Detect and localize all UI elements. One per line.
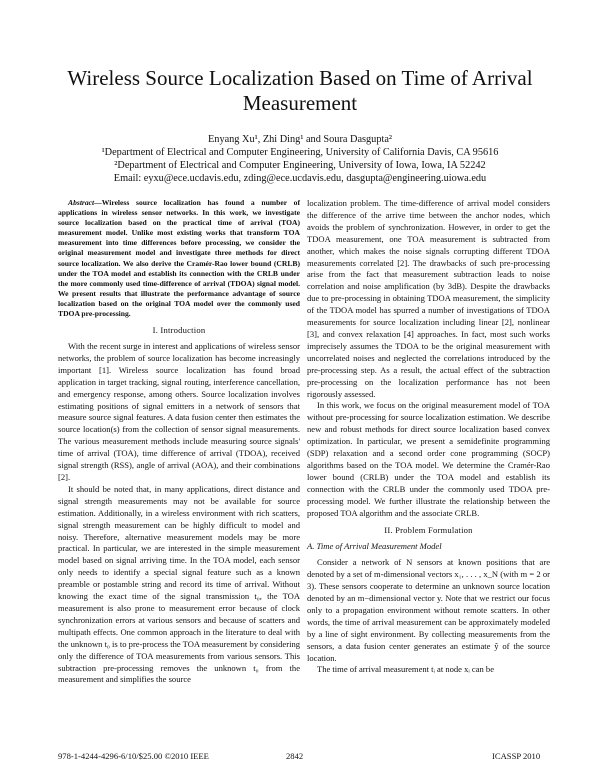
author-names: Enyang Xu¹, Zhi Ding¹ and Soura Dasgupta²	[208, 134, 392, 145]
subsection-heading-toa-model: A. Time of Arrival Measurement Model	[307, 541, 442, 552]
formulation-paragraph-1: Consider a network of N sensors at known positions that are denoted by a set of m-dimensional vectors x₁, . . . , x_N (with m = 2 or 3). These sensors cooperate to determine an unknown source location denoted by an m−dimensional vector y. Note that we restrict our focus only to a propagation environment without remote scatters. In other words, the time of arrival measurement can be approximately modeled by a line of sight environment. By collecting measurements from the sensors, a data fusion center generates an estimate ŷ of the source location.	[307, 557, 550, 663]
affiliation-1: ¹Department of Electrical and Computer Engineering, University of California Davis, CA 95616	[101, 147, 499, 158]
abstract	[58, 198, 300, 319]
footer-copyright: 978-1-4244-4296-6/10/$25.00 ©2010 IEEE	[58, 751, 209, 761]
author-block	[40, 133, 560, 185]
paper-title: Wireless Source Localization Based on Time of Arrival Measurement	[67, 66, 533, 115]
intro-paragraph-4: In this work, we focus on the original measurement model of TOA without pre-processing for source localization estimation. We describe new and robust methods for direct source localization based convex optimization. In particular, we present a semidefinite programming (SDP) relaxation and a second order cone programming (SOCP) algorithms based on the TOA model. We determine the Cramér-Rao lower bound (CRLB) under the TOA model and establish its connection with the CRLB under the commonly used TDOA pre-processing model. We further illustrate the relationship between the proposed TOA algorithm and the associate CRLB.	[307, 400, 550, 518]
intro-paragraph-2: It should be noted that, in many applications, direct distance and signal strength measurements may not be available for source estimation. Additionally, in a wireless environment with rich scatters, signal strength measurement can be highly difficult to model and noisy. Therefore, alternative measurement models may be more practical. In particular, we are interested in the simple measurement model based on signal arriving time. In the TOA model, each sensor only needs to identify a special signal feature such as a known preamble or postamble string and record its time of arrival. Without knowing the exact time of the signal transmission t₀, the TOA measurement is also prone to measurement error because of clock synchronization errors at various sensors and because of scatters and multipath effects. One common approach in the literature to deal with the unknown t₀ is to pre-process the TOA measurement by considering only the difference of TOA measurements from various sensors. This subtraction pre-processing removes the unknown t₀ from the measurement and simplifies the source	[58, 483, 300, 685]
section-heading-problem-formulation: II. Problem Formulation	[384, 525, 473, 536]
intro-paragraph-3: localization problem. The time-difference of arrival model considers the difference of the arrive time between the anchor nodes, which avoids the problem of synchronization. However, in order to get the TDOA measurement, one TOA measurement is subtracted from another, which makes the noise signals corrupting different TDOA measurements correlated [2]. The drawbacks of such pre-processing arise from the fact that measurement subtraction leads to noise correlation and noise amplification (by 3dB). Despite the drawbacks due to pre-processing in obtaining TDOA measurement, the simplicity of the TDOA model has spurred a number of investigations of TDOA measurements for source localization including linear [2], nonlinear [3], and convex relaxation [4] approaches. In fact, most such works imprecisely assumes the TDOA to be the original measurement with uncorrelated noises and neglected the correlations introduced by the pre-processing step. As a result, the actual effect of the subtraction pre-processing on the localization performance has not been rigorously assessed.	[307, 198, 550, 399]
formulation-paragraph-2: The time of arrival measurement tᵢ at node xᵢ can be	[317, 664, 494, 675]
abstract-lead: Abstract	[68, 198, 95, 207]
abstract-body: —Wireless source localization has found a number of applications in wireless sensor networks. In this work, we investigate source localization based on the practical time of arrival (TOA) measurement model. Unlike most existing works that transform TOA measurement into time differences before processing, we consider the original measurement model and investigate three methods for direct source localization. We also derive the Cramér-Rao lower bound (CRLB) under the TOA model and establish its connection with the CRLB under the more commonly used time-difference of arrival (TDOA) signal model. We present results that illustrate the performance advantage of source localization based on the original TOA model over the commonly used TDOA pre-processing.	[58, 198, 300, 319]
footer-conference: ICASSP 2010	[492, 751, 541, 761]
right-column	[307, 198, 550, 676]
affiliation-2: ²Department of Electrical and Computer Engineering, University of Iowa, Iowa, IA 52242	[114, 160, 486, 171]
left-column	[58, 198, 300, 686]
author-emails: Email: eyxu@ece.ucdavis.edu, zding@ece.ucdavis.edu, dasgupta@engineering.uiowa.edu	[113, 173, 487, 184]
footer-page-number: 2842	[286, 751, 304, 761]
section-heading-introduction: I. Introduction	[152, 325, 206, 336]
intro-paragraph-1: With the recent surge in interest and applications of wireless sensor networks, the problem of source localization has become increasingly important [1]. Wireless source localization has found broad application in target tracking, signal routing, interference cancellation, and emergency response, among others. Source localization involves estimating positions of signal emitters in a network of sensors that measure source signal features. A data fusion center then estimates the source location(s) from the collection of sensor signal measurements. The various measurement methods include measuring source signals' time of arrival (TOA), time difference of arrival (TDOA), received signal strength (RSS), angle of arrival (AOA), and their combinations [2].	[58, 341, 300, 482]
